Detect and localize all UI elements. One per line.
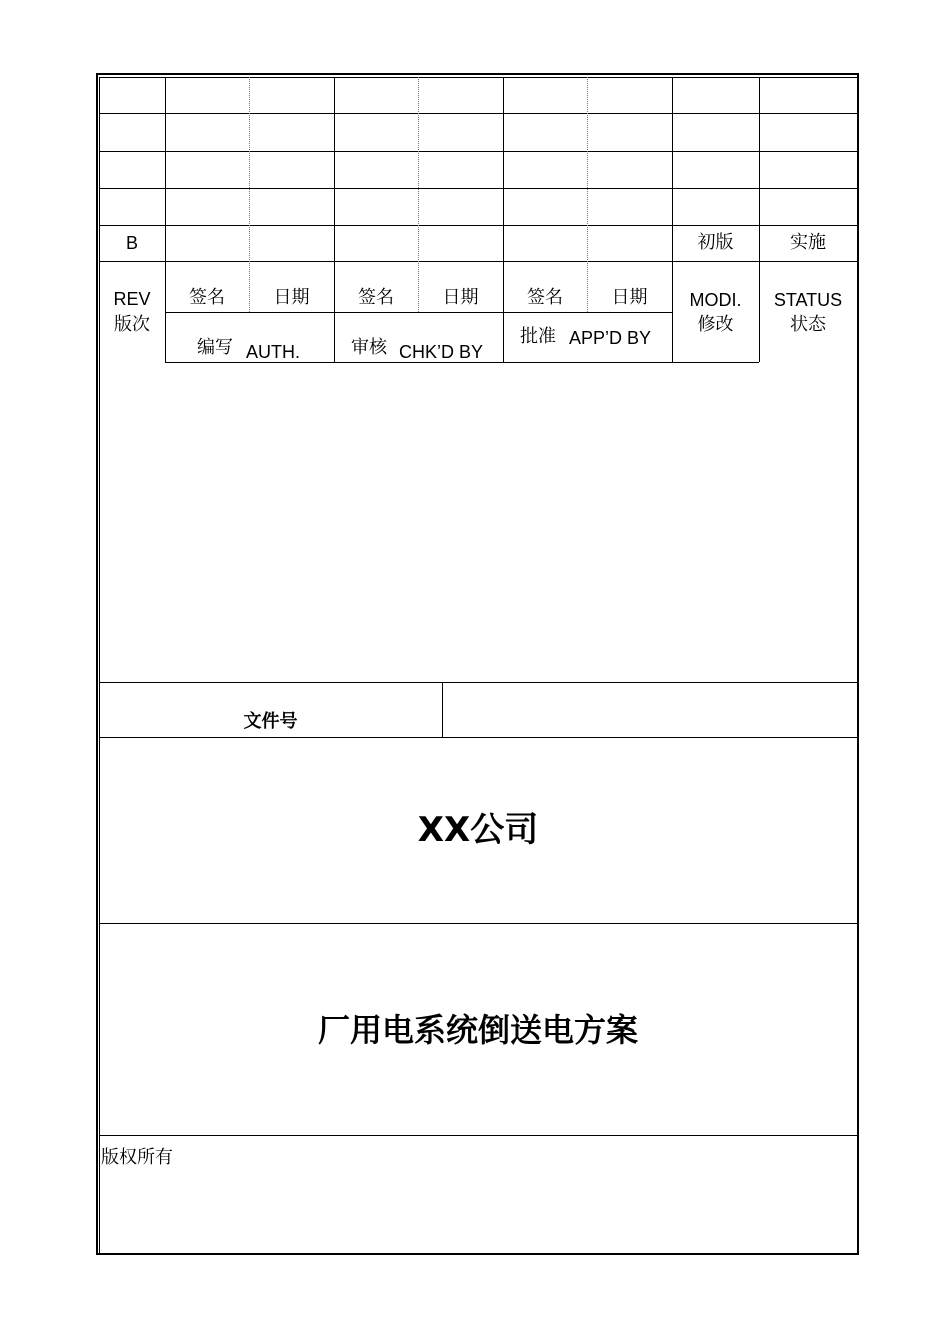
doc-number-label: 文件号 <box>243 711 298 732</box>
app-sign-label: 签名 <box>527 287 563 308</box>
table-rule <box>99 188 857 189</box>
document-title: 厂用电系统倒送电方案 <box>317 1011 638 1049</box>
table-rule <box>99 225 857 226</box>
chk-sign-label: 签名 <box>358 287 394 308</box>
modi-value: 初版 <box>697 232 734 253</box>
chk-date-label: 日期 <box>442 287 479 308</box>
auth-label-cn: 编写 <box>197 337 233 358</box>
company-name: XX公司 <box>417 810 539 850</box>
table-rule <box>99 737 857 738</box>
rev-label-en: REV <box>113 289 151 309</box>
app-date-label: 日期 <box>611 287 648 308</box>
status-value: 实施 <box>790 232 826 253</box>
table-rule-dotted <box>249 77 250 312</box>
chk-label-en: CHK’D BY <box>399 342 484 362</box>
table-rule <box>99 1135 857 1136</box>
status-label-en: STATUS <box>773 290 843 310</box>
table-rule <box>99 151 857 152</box>
table-rule <box>165 312 672 313</box>
rev-label-cn: 版次 <box>114 314 150 335</box>
table-rule <box>99 77 857 78</box>
table-rule <box>99 261 857 262</box>
modi-label-en: MODI. <box>689 290 742 310</box>
table-rule <box>857 77 858 1253</box>
table-rule <box>99 682 857 683</box>
table-rule <box>99 113 857 114</box>
auth-date-label: 日期 <box>273 287 310 308</box>
table-rule <box>99 1253 857 1254</box>
table-rule <box>99 923 857 924</box>
rev-value: B <box>125 233 138 253</box>
chk-label-cn: 审核 <box>351 337 387 358</box>
table-rule <box>334 77 335 362</box>
table-rule <box>165 77 166 362</box>
table-rule <box>442 682 443 737</box>
modi-label-cn: 修改 <box>697 314 734 335</box>
status-label-cn: 状态 <box>790 314 826 335</box>
app-label-cn: 批准 <box>520 326 556 347</box>
table-rule-dotted <box>587 77 588 312</box>
table-rule <box>503 77 504 362</box>
app-label-en: APP’D BY <box>569 328 652 348</box>
auth-sign-label: 签名 <box>189 287 225 308</box>
auth-label-en: AUTH. <box>246 342 300 362</box>
table-rule-dotted <box>418 77 419 312</box>
copyright-notice: 版权所有 <box>101 1147 173 1168</box>
